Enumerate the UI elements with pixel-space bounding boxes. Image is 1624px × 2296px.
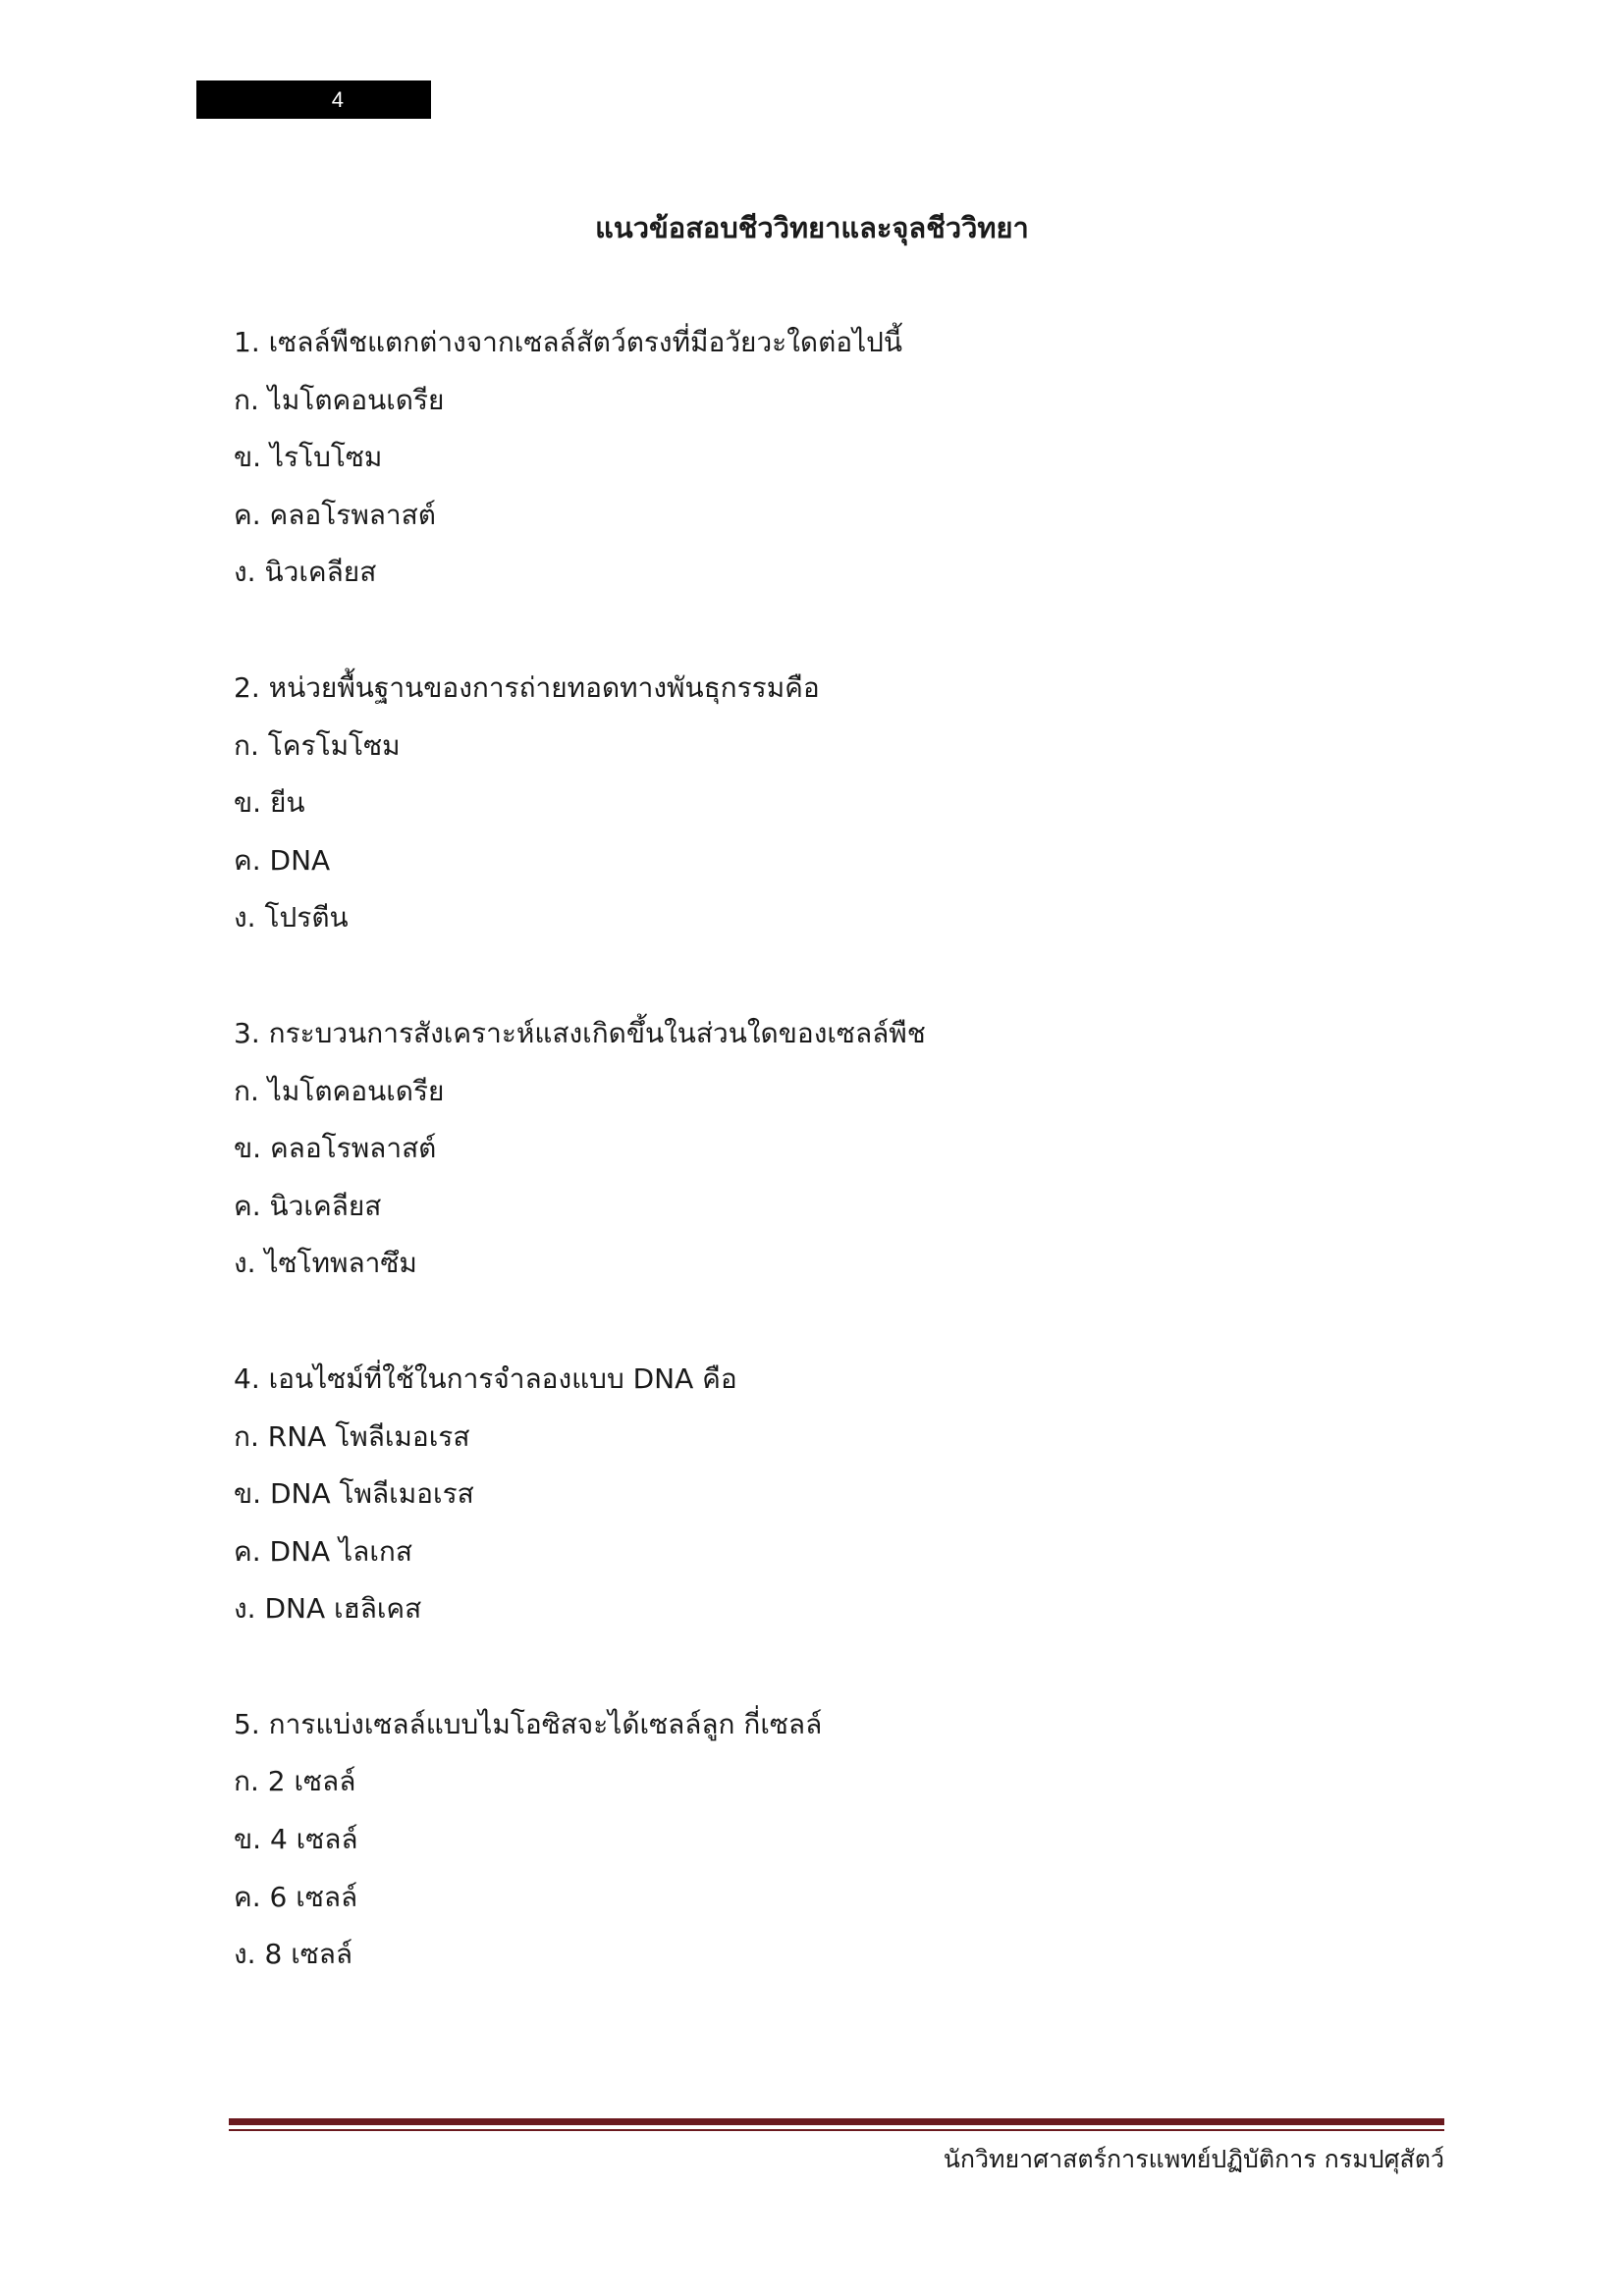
question-text: 5. การแบ่งเซลล์แบบไมโอซิสจะได้เซลล์ลูก กี่เซลล์ [234,1707,823,1740]
question-3 [234,1005,1461,1293]
spacer [234,1638,1461,1696]
question-2 [234,660,1461,947]
question-4 [234,1351,1461,1638]
question-5 [234,1696,1461,1984]
question-list [234,314,1461,1984]
option-b: ข. ยีน [234,786,305,820]
option-d: ง. นิวเคลียส [234,556,377,589]
option-b: ข. คลอโรพลาสต์ [234,1132,437,1165]
question-text: 2. หน่วยพื้นฐานของการถ่ายทอดทางพันธุกรรมคือ [234,670,820,704]
question-1 [234,314,1461,602]
question-text: 3. กระบวนการสังเคราะห์แสงเกิดขึ้นในส่วนใดของเซลล์พืช [234,1016,926,1049]
option-d: ง. โปรตีน [234,901,349,934]
option-a: ก. ไมโตคอนเดรีย [234,383,445,416]
option-b: ข. ไรโบโซม [234,441,383,474]
question-text: 1. เซลล์พืชแตกต่างจากเซลล์สัตว์ตรงที่มีอวัยวะใดต่อไปนี้ [234,326,903,358]
question-text: 4. เอนไซม์ที่ใช้ในการจำลองแบบ DNA คือ [234,1362,737,1395]
footer-divider-thin [229,2129,1444,2131]
option-c: ค. 6 เซลล์ [234,1880,358,1913]
option-a: ก. โครโมโซม [234,728,401,762]
option-d: ง. 8 เซลล์ [234,1938,353,1971]
option-a: ก. 2 เซลล์ [234,1765,356,1798]
spacer [234,602,1461,660]
option-a: ก. RNA โพลีเมอเรส [234,1419,470,1453]
option-b: ข. 4 เซลล์ [234,1823,358,1856]
spacer [234,947,1461,1005]
option-c: ค. DNA [234,843,331,877]
footer-divider-thick [229,2118,1444,2125]
document-title: แนวข้อสอบชีววิทยาและจุลชีววิทยา [595,211,1029,244]
option-c: ค. คลอโรพลาสต์ [234,498,436,531]
option-c: ค. นิวเคลียส [234,1189,382,1222]
option-d: ง. DNA เฮลิเคส [234,1592,422,1626]
page-number-box [196,80,431,119]
page-number: 4 [331,87,344,112]
option-b: ข. DNA โพลีเมอเรส [234,1477,474,1511]
option-c: ค. DNA ไลเกส [234,1534,412,1568]
spacer [234,1293,1461,1351]
option-a: ก. ไมโตคอนเดรีย [234,1074,445,1107]
option-d: ง. ไซโทพลาซึม [234,1247,417,1280]
footer-text: นักวิทยาศาสตร์การแพทย์ปฏิบัติการ กรมปศุสัตว์ [943,2145,1444,2173]
